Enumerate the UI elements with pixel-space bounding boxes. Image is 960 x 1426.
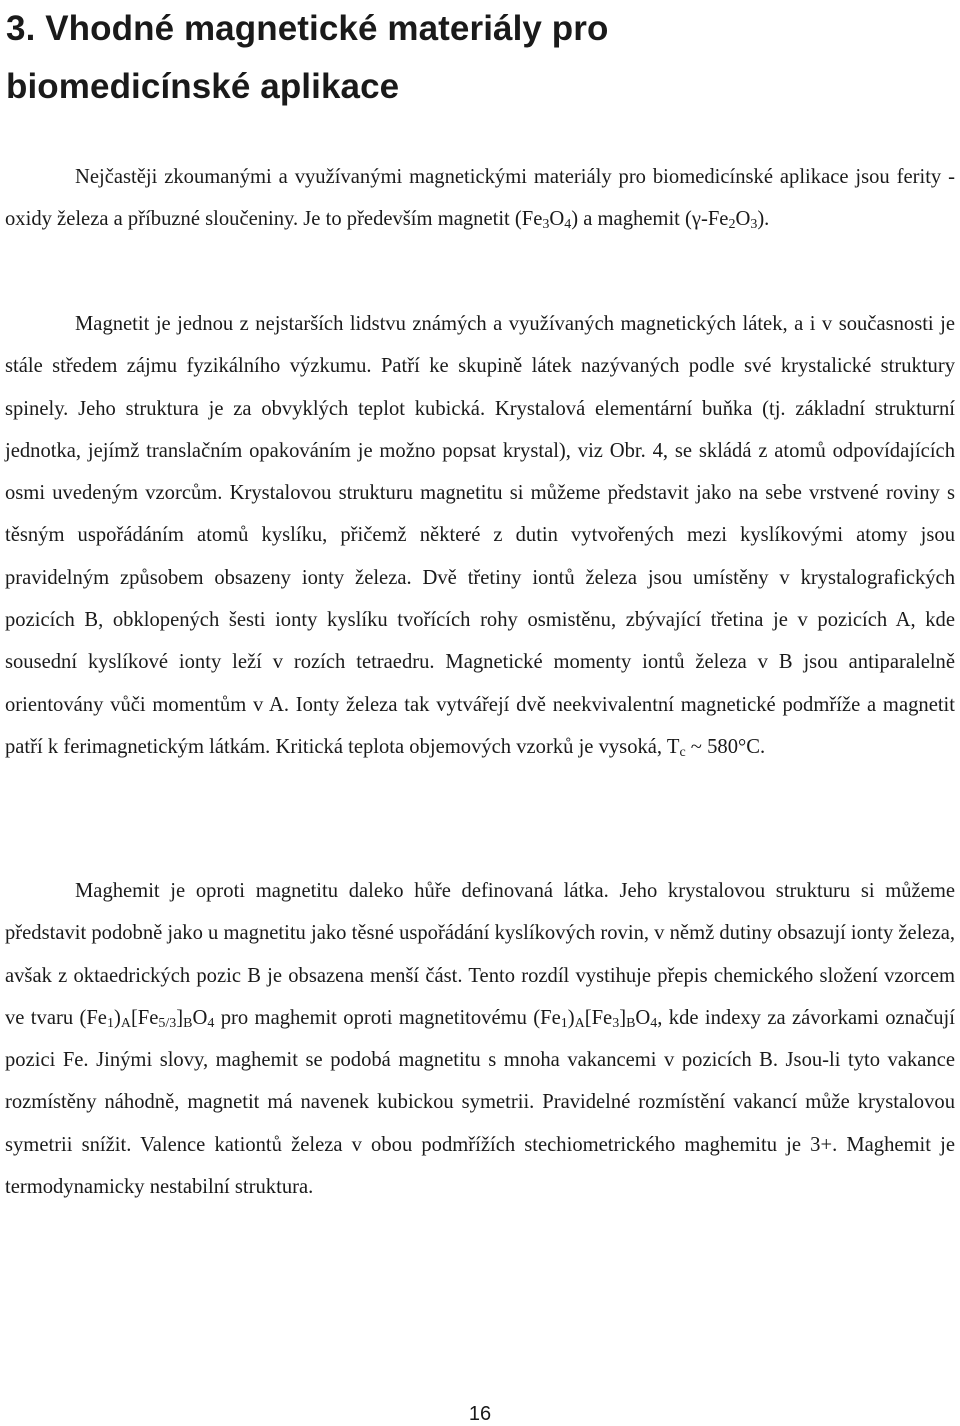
subscript: B [626, 1015, 636, 1031]
subscript: 2 [728, 217, 736, 233]
text-run: Maghemit je oproti magnetitu daleko hůře definovaná látka. Jeho krystalovou strukturu si můžeme představit podobně jako u magnetitu jako těsné uspořádání kyslíkových rovin, v němž dutiny obsazují ionty železa, avšak z oktaedrických pozic B je obsazena menší část. Tento rozdíl vystihuje přepis chemického složení vzorcem ve tvaru (Fe [5, 880, 955, 1029]
subscript: 5/3 [158, 1015, 177, 1031]
subscript: c [679, 744, 686, 760]
subscript: 4 [650, 1015, 658, 1031]
subscript: 1 [560, 1015, 568, 1031]
page-number: 16 [468, 1403, 492, 1425]
text-run: ). [757, 208, 770, 231]
paragraph-magnetite [5, 303, 955, 768]
text-run: , kde indexy za závorkami označují pozici Fe. Jinými slovy, maghemit se podobá magnetitu s mnoha vakancemi v pozicích B. Jsou-li tyto vakance rozmístěny náhodně, magnetit má navenek kubickou symetrii. Pravidelné rozmístění vakancí může krystalovou symetrii snížit. Valence kationtů železa v obou podmříží​ch stechiometrického maghemitu je 3+. Maghemit je termodynamicky nestabilní struktura. [5, 1006, 956, 1199]
subscript: 3 [750, 217, 758, 233]
paragraph-ferrites [5, 156, 955, 241]
text-run: O [735, 208, 751, 231]
heading-line-2: biomedicínské aplikace [6, 67, 400, 106]
subscript: 3 [612, 1015, 620, 1031]
text-run: ) [567, 1006, 575, 1029]
subscript: 4 [207, 1015, 215, 1031]
chapter-heading [6, 0, 946, 116]
subscript: 4 [564, 217, 572, 233]
subscript: A [120, 1015, 131, 1031]
text-run: O [192, 1006, 208, 1029]
text-run: O [635, 1006, 651, 1029]
text-run: ) a maghemit (γ-Fe [571, 208, 729, 231]
subscript: B [183, 1015, 193, 1031]
subscript: A [574, 1015, 585, 1031]
text-run: Nejčastěji zkoumanými a využívanými magnetickými materiály pro biomedicínské aplikace jsou ferity - oxidy železa a příbuzné sloučeniny. Je to především magnetit (Fe [5, 166, 955, 231]
text-run: [Fe [584, 1006, 613, 1029]
text-run: ) [113, 1006, 121, 1029]
subscript: 3 [542, 217, 550, 233]
paragraph-maghemite [5, 870, 955, 1208]
heading-line-1: 3. Vhodné magnetické materiály pro [6, 9, 609, 48]
text-run: O [549, 208, 565, 231]
text-run: ~ 580°C. [685, 735, 766, 758]
subscript: 1 [106, 1015, 114, 1031]
text-run: [Fe [130, 1006, 159, 1029]
text-run: ] [619, 1006, 627, 1029]
text-run: ] [176, 1006, 184, 1029]
text-run: pro maghemit oproti magnetitovému (Fe [214, 1006, 561, 1029]
text-run: Magnetit je jednou z nejstarších lidstvu známých a využívaných magnetických látek, a i v současnosti je stále středem zájmu fyzikálního výzkumu. Patří ke skupině látek nazývaných podle své krystalické struktury spinely. Jeho struktura je za obvyklých teplot kubická. Krystalová elementární buňka (tj. základní strukturní jednotka, jejímž translačním opakováním je možno popsat krystal), viz Obr. 4, se skládá z atomů odpovídajících osmi uvedeným vzorcům. Krystalovou strukturu magnetitu si můžeme představit jako na sebe vrstvené roviny s těsným uspořádáním atomů kyslíku, přičemž některé z dutin vytvořených mezi kyslíkovými atomy jsou pravidelným způsobem obsazeny ionty železa. Dvě třetiny iontů železa jsou umístěny v krystalografických pozicích B, obklopených šesti ionty kyslíku tvořících rohy osmistěnu, zbývající třetina je v pozicích A, kde sousední kyslíkové ionty leží v rozích tetraedru. Magnetické momenty iontů železa v B jsou antiparalelně orientovány vůči momentům v A. Ionty železa tak vytvářejí dvě neekvivalentní magnetické podmříže a magnetit patří k ferimagnetickým látkám. Kritická teplota objemových vzorků je vysoká, T [5, 313, 955, 758]
